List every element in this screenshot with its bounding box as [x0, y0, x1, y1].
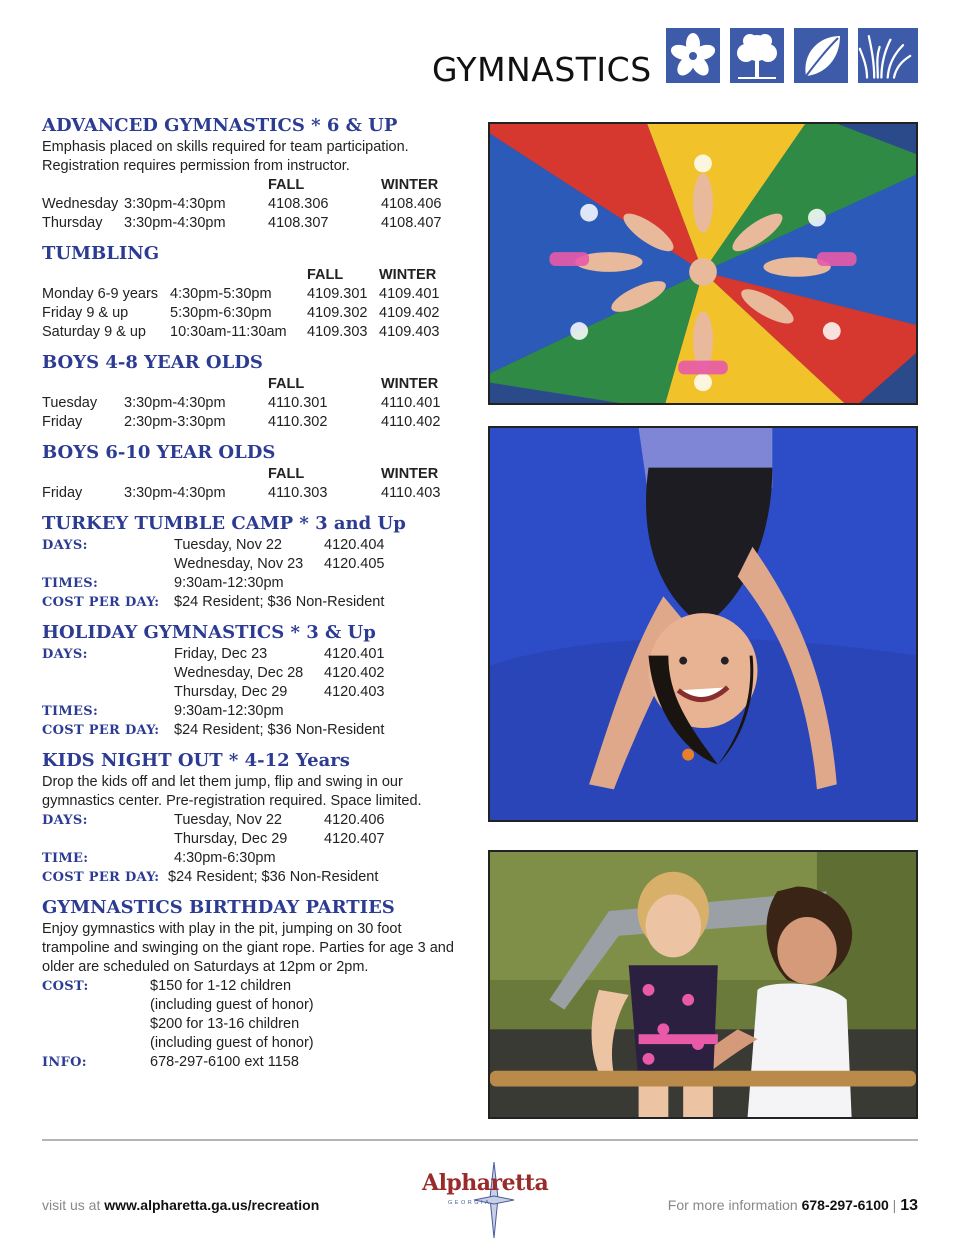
days-row	[42, 664, 462, 683]
days-row	[42, 683, 462, 702]
day: Tuesday	[42, 395, 98, 411]
date: Thursday, Dec 29	[174, 684, 288, 700]
section-title: BOYS 6-10 YEAR OLDS	[42, 442, 276, 463]
cost-row	[42, 1034, 462, 1053]
days-label: DAYS:	[42, 538, 88, 553]
cost-row	[42, 996, 462, 1015]
winter-code: 4110.402	[381, 414, 441, 430]
section-birthday-parties	[42, 896, 462, 1072]
page-number: 13	[900, 1197, 918, 1214]
table-row	[42, 394, 462, 413]
section-title: KIDS NIGHT OUT * 4-12 Years	[42, 750, 350, 771]
column-headers	[42, 375, 462, 394]
column-headers	[42, 176, 462, 195]
col-fall: FALL	[268, 466, 305, 482]
section-description: Drop the kids off and let them jump, flip and swing in our gymnastics center. Pre-registration required. Space limited.	[42, 774, 422, 809]
table-row	[42, 214, 462, 233]
winter-code: 4110.403	[381, 485, 441, 501]
section-title: TURKEY TUMBLE CAMP * 3 and Up	[42, 513, 406, 534]
table-row	[42, 323, 462, 342]
date: Tuesday, Nov 22	[174, 812, 282, 828]
footer-visit	[42, 1197, 319, 1213]
grass-icon	[858, 28, 918, 83]
fall-code: 4109.303	[307, 324, 368, 340]
info-label: INFO:	[42, 1055, 87, 1070]
fall-code: 4108.307	[268, 215, 329, 231]
fall-code: 4109.302	[307, 305, 368, 321]
cost-label: COST PER DAY:	[42, 723, 160, 738]
fall-code: 4110.303	[268, 485, 328, 501]
day: Friday 9 & up	[42, 305, 129, 321]
col-fall: FALL	[268, 177, 305, 193]
code: 4120.405	[324, 556, 385, 572]
cost-value: $24 Resident; $36 Non-Resident	[174, 722, 385, 738]
winter-code: 4109.401	[379, 286, 440, 302]
time: 5:30pm-6:30pm	[170, 305, 272, 321]
footer-separator: |	[892, 1197, 897, 1213]
times-row	[42, 702, 462, 721]
footer-divider	[42, 1139, 918, 1141]
cost-value: $24 Resident; $36 Non-Resident	[168, 869, 379, 885]
winter-code: 4109.402	[379, 305, 440, 321]
website-link[interactable]: www.alpharetta.ga.us/recreation	[104, 1197, 320, 1213]
cost-line: (including guest of honor)	[150, 997, 314, 1013]
code: 4120.407	[324, 831, 385, 847]
table-row	[42, 285, 462, 304]
section-title: GYMNASTICS BIRTHDAY PARTIES	[42, 897, 395, 918]
code: 4120.401	[324, 646, 385, 662]
fall-code: 4109.301	[307, 286, 368, 302]
time: 3:30pm-4:30pm	[124, 196, 226, 212]
section-tumbling	[42, 242, 462, 342]
cost-label: COST PER DAY:	[42, 870, 160, 885]
winter-code: 4108.406	[381, 196, 442, 212]
time: 3:30pm-4:30pm	[124, 215, 226, 231]
table-row	[42, 484, 462, 503]
cost-label: COST PER DAY:	[42, 595, 160, 610]
time-label: TIME:	[42, 851, 89, 866]
cost-line: (including guest of honor)	[150, 1035, 314, 1051]
fall-code: 4108.306	[268, 196, 329, 212]
footer-phone: 678-297-6100	[801, 1197, 889, 1213]
days-row	[42, 536, 462, 555]
date: Tuesday, Nov 22	[174, 537, 282, 553]
photo-bar-coach	[488, 850, 918, 1119]
times-value: 9:30am-12:30pm	[174, 703, 284, 719]
section-description: Enjoy gymnastics with play in the pit, jumping on 30 foot trampoline and swinging on the giant rope. Parties for age 3 and older are scheduled on Saturdays at 12pm or 2pm.	[42, 921, 454, 975]
cost-row	[42, 721, 462, 740]
day: Saturday 9 & up	[42, 324, 146, 340]
code: 4120.402	[324, 665, 385, 681]
photo-parachute	[488, 122, 918, 405]
alpharetta-logo	[418, 1160, 549, 1240]
col-fall: FALL	[268, 376, 305, 392]
days-row	[42, 811, 462, 830]
col-winter: WINTER	[381, 376, 439, 392]
logo-text: Alpharetta	[422, 1170, 549, 1196]
section-description: Emphasis placed on skills required for team participation. Registration requires permission from instructor.	[42, 139, 409, 174]
fall-code: 4110.301	[268, 395, 328, 411]
logo-subtext: GEORGIA	[448, 1200, 492, 1206]
day: Monday 6-9 years	[42, 286, 159, 302]
section-title: ADVANCED GYMNASTICS * 6 & UP	[42, 115, 398, 136]
cost-line: $150 for 1-12 children	[150, 978, 292, 994]
day: Thursday	[42, 215, 103, 231]
winter-code: 4109.403	[379, 324, 440, 340]
day: Friday	[42, 414, 83, 430]
table-row	[42, 304, 462, 323]
section-turkey-tumble-camp	[42, 512, 462, 612]
time: 2:30pm-3:30pm	[124, 414, 226, 430]
col-fall: FALL	[307, 267, 344, 283]
code: 4120.403	[324, 684, 385, 700]
times-label: TIMES:	[42, 576, 99, 591]
days-label: DAYS:	[42, 647, 88, 662]
days-row	[42, 555, 462, 574]
times-label: TIMES:	[42, 704, 99, 719]
time-row	[42, 849, 462, 868]
time: 4:30pm-5:30pm	[170, 286, 272, 302]
section-kids-night-out	[42, 749, 462, 887]
column-headers	[42, 465, 462, 484]
code: 4120.406	[324, 812, 385, 828]
cost-row	[42, 868, 462, 887]
date: Wednesday, Nov 23	[174, 556, 304, 572]
times-row	[42, 574, 462, 593]
flower-icon	[666, 28, 720, 83]
table-row	[42, 195, 462, 214]
fall-code: 4110.302	[268, 414, 328, 430]
cost-row	[42, 977, 462, 996]
page-title: GYMNASTICS	[432, 50, 652, 89]
section-title: HOLIDAY GYMNASTICS * 3 & Up	[42, 622, 376, 643]
cost-line: $200 for 13-16 children	[150, 1016, 300, 1032]
leaf-icon	[794, 28, 848, 83]
tree-icon	[730, 28, 784, 83]
col-winter: WINTER	[381, 177, 439, 193]
section-boys-4-8	[42, 351, 462, 432]
cost-row	[42, 593, 462, 612]
date: Friday, Dec 23	[174, 646, 268, 662]
winter-code: 4108.407	[381, 215, 442, 231]
col-winter: WINTER	[381, 466, 439, 482]
code: 4120.404	[324, 537, 385, 553]
time: 3:30pm-4:30pm	[124, 485, 226, 501]
info-row	[42, 1053, 462, 1072]
table-row	[42, 413, 462, 432]
visit-prefix: visit us at	[42, 1197, 101, 1213]
time-value: 4:30pm-6:30pm	[174, 850, 276, 866]
content-column	[42, 114, 462, 1081]
cost-row	[42, 1015, 462, 1034]
days-row	[42, 830, 462, 849]
column-headers	[42, 266, 462, 285]
day: Wednesday	[42, 196, 119, 212]
cost-value: $24 Resident; $36 Non-Resident	[174, 594, 385, 610]
section-boys-6-10	[42, 441, 462, 503]
days-row	[42, 645, 462, 664]
info-phone: 678-297-6100 ext 1158	[150, 1054, 299, 1070]
section-title: BOYS 4-8 YEAR OLDS	[42, 352, 263, 373]
time: 10:30am-11:30am	[170, 324, 287, 340]
date: Thursday, Dec 29	[174, 831, 288, 847]
col-winter: WINTER	[379, 267, 437, 283]
time: 3:30pm-4:30pm	[124, 395, 226, 411]
footer-info	[668, 1197, 918, 1215]
winter-code: 4110.401	[381, 395, 441, 411]
days-label: DAYS:	[42, 813, 88, 828]
day: Friday	[42, 485, 83, 501]
section-title: TUMBLING	[42, 243, 160, 264]
info-prefix: For more information	[667, 1197, 798, 1213]
cost-label: COST:	[42, 979, 89, 994]
section-holiday-gymnastics	[42, 621, 462, 740]
section-advanced-gymnastics	[42, 114, 462, 233]
times-value: 9:30am-12:30pm	[174, 575, 284, 591]
date: Wednesday, Dec 28	[174, 665, 304, 681]
photo-backbend	[488, 426, 918, 822]
